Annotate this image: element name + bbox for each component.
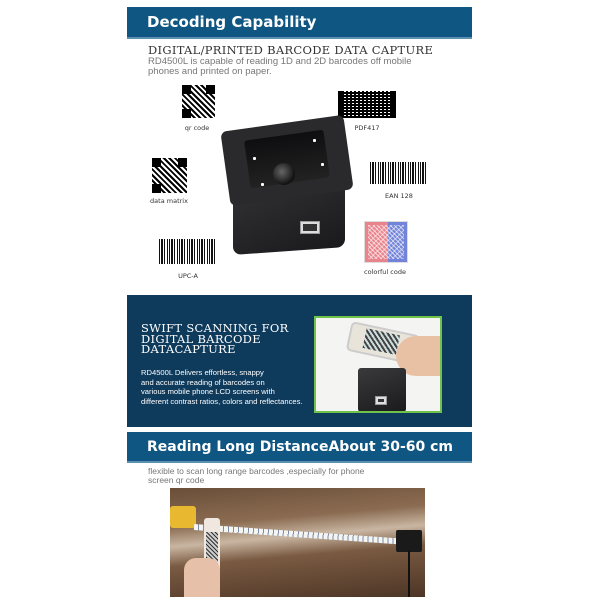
- ethernet-port: [300, 221, 320, 234]
- reading-long-distance-header: [127, 432, 472, 463]
- long-distance-photo: [170, 488, 425, 597]
- qr-code-icon: [181, 84, 216, 119]
- pdf417-label: PDF417: [354, 124, 380, 132]
- scanner-image: [358, 368, 406, 412]
- upc-a-barcode-icon: [159, 239, 216, 264]
- upc-a-label: UPC-A: [178, 272, 198, 280]
- data-matrix-icon: [151, 157, 188, 194]
- data-capture-subtitle: DIGITAL/PRINTED BARCODE DATA CAPTURE: [148, 43, 434, 57]
- reading-long-distance-title: Reading Long DistanceAbout 30-60 cm: [147, 438, 454, 455]
- measuring-tape: [194, 524, 406, 545]
- qr-code-label: qr code: [184, 124, 210, 132]
- colorful-code-label: colorful code: [364, 268, 406, 276]
- data-capture-description: RD4500L is capable of reading 1D and 2D barcodes off mobile phones and printed on paper.: [148, 56, 412, 77]
- phone-scanning-photo: [314, 316, 442, 413]
- tape-measure-icon: [170, 506, 196, 528]
- long-distance-description: flexible to scan long range barcodes ,especially for phone screen qr code: [148, 466, 365, 485]
- swift-scanning-description: RD4500L Delivers effortless, snappy and accurate reading of barcodes on various mobile phone LCD screens with different contrast ratios, colors and reflectances.: [141, 368, 303, 406]
- colorful-code-icon: [364, 221, 408, 263]
- hand-image: [184, 558, 220, 597]
- decoding-capability-header: [127, 7, 472, 39]
- ean128-barcode-icon: [370, 162, 428, 184]
- cable: [408, 550, 410, 597]
- scanner-device-image: [396, 530, 422, 552]
- ean128-label: EAN 128: [385, 192, 413, 200]
- rd4500l-scanner-image: [225, 113, 350, 253]
- data-matrix-label: data matrix: [150, 197, 188, 205]
- decoding-capability-title: Decoding Capability: [147, 13, 317, 31]
- swift-scanning-title: SWIFT SCANNING FOR DIGITAL BARCODE DATACAPTURE: [141, 321, 289, 356]
